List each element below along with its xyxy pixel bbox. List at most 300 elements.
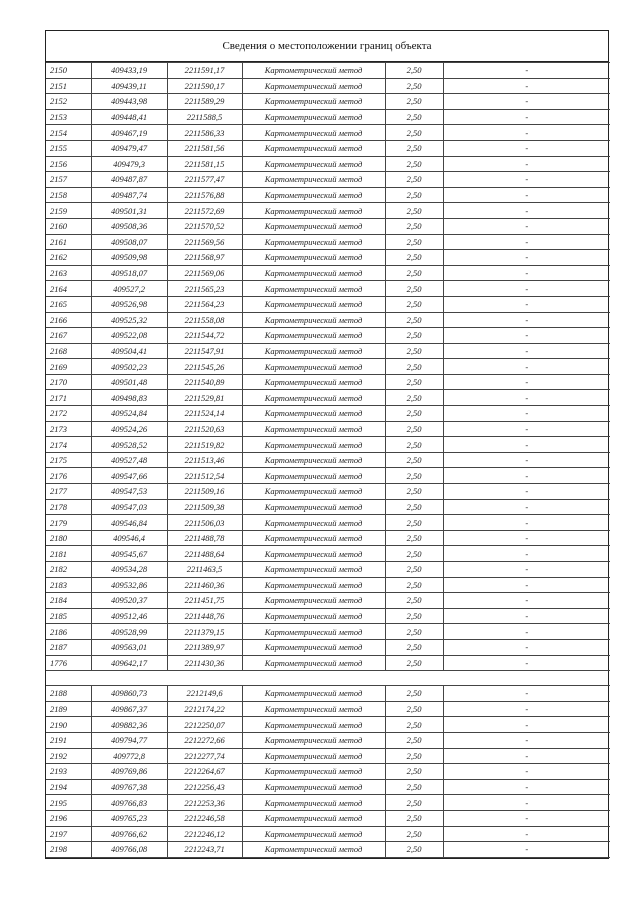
method-cell: Картометрический метод (242, 234, 385, 250)
description-cell: - (443, 156, 610, 172)
method-cell: Картометрический метод (242, 218, 385, 234)
description-cell: - (443, 624, 610, 640)
table-row (46, 484, 610, 500)
table-row (46, 546, 610, 562)
point-number-cell: 2172 (46, 406, 91, 422)
method-cell: Картометрический метод (242, 343, 385, 359)
method-cell: Картометрический метод (242, 686, 385, 702)
y-coordinate-cell: 2212250,07 (167, 717, 242, 733)
table-row (46, 779, 610, 795)
x-coordinate-cell: 409502,23 (91, 359, 167, 375)
x-coordinate-cell: 409546,84 (91, 515, 167, 531)
point-number-cell: 2173 (46, 421, 91, 437)
x-coordinate-cell: 409547,53 (91, 484, 167, 500)
x-coordinate-cell: 409563,01 (91, 639, 167, 655)
description-cell: - (443, 701, 610, 717)
x-coordinate-cell: 409794,77 (91, 732, 167, 748)
x-coordinate-cell: 409509,98 (91, 250, 167, 266)
method-cell: Картометрический метод (242, 593, 385, 609)
x-coordinate-cell: 409527,48 (91, 452, 167, 468)
precision-cell: 2,50 (385, 94, 443, 110)
description-cell: - (443, 655, 610, 671)
method-cell: Картометрический метод (242, 312, 385, 328)
description-cell: - (443, 748, 610, 764)
y-coordinate-cell: 2211589,29 (167, 94, 242, 110)
method-cell: Картометрический метод (242, 421, 385, 437)
precision-cell: 2,50 (385, 530, 443, 546)
description-cell: - (443, 484, 610, 500)
coordinates-table-body (46, 63, 610, 858)
method-cell: Картометрический метод (242, 390, 385, 406)
y-coordinate-cell: 2211577,47 (167, 172, 242, 188)
table-row (46, 437, 610, 453)
description-cell: - (443, 779, 610, 795)
table-row (46, 795, 610, 811)
table-row (46, 63, 610, 79)
table-row (46, 374, 610, 390)
precision-cell: 2,50 (385, 421, 443, 437)
description-cell: - (443, 390, 610, 406)
point-number-cell: 2178 (46, 499, 91, 515)
x-coordinate-cell: 409765,23 (91, 810, 167, 826)
point-number-cell: 2186 (46, 624, 91, 640)
point-number-cell: 2198 (46, 842, 91, 858)
x-coordinate-cell: 409522,08 (91, 328, 167, 344)
x-coordinate-cell: 409479,3 (91, 156, 167, 172)
x-coordinate-cell: 409518,07 (91, 265, 167, 281)
method-cell: Картометрический метод (242, 655, 385, 671)
table-row (46, 810, 610, 826)
x-coordinate-cell: 409479,47 (91, 140, 167, 156)
table-row (46, 265, 610, 281)
y-coordinate-cell: 2211513,46 (167, 452, 242, 468)
method-cell: Картометрический метод (242, 78, 385, 94)
description-cell: - (443, 452, 610, 468)
section-separator-row (46, 671, 610, 686)
method-cell: Картометрический метод (242, 374, 385, 390)
y-coordinate-cell: 2211460,36 (167, 577, 242, 593)
x-coordinate-cell: 409860,73 (91, 686, 167, 702)
precision-cell: 2,50 (385, 250, 443, 266)
point-number-cell: 2179 (46, 515, 91, 531)
precision-cell: 2,50 (385, 468, 443, 484)
point-number-cell: 2174 (46, 437, 91, 453)
y-coordinate-cell: 2211590,17 (167, 78, 242, 94)
y-coordinate-cell: 2212277,74 (167, 748, 242, 764)
method-cell: Картометрический метод (242, 810, 385, 826)
point-number-cell: 2153 (46, 109, 91, 125)
method-cell: Картометрический метод (242, 125, 385, 141)
method-cell: Картометрический метод (242, 562, 385, 578)
method-cell: Картометрический метод (242, 748, 385, 764)
y-coordinate-cell: 2212264,67 (167, 764, 242, 780)
table-row (46, 842, 610, 858)
description-cell: - (443, 437, 610, 453)
point-number-cell: 2175 (46, 452, 91, 468)
precision-cell: 2,50 (385, 748, 443, 764)
table-row (46, 748, 610, 764)
description-cell: - (443, 94, 610, 110)
y-coordinate-cell: 2211389,97 (167, 639, 242, 655)
point-number-cell: 2161 (46, 234, 91, 250)
point-number-cell: 1776 (46, 655, 91, 671)
y-coordinate-cell: 2211570,52 (167, 218, 242, 234)
table-row (46, 218, 610, 234)
method-cell: Картометрический метод (242, 437, 385, 453)
method-cell: Картометрический метод (242, 826, 385, 842)
x-coordinate-cell: 409487,87 (91, 172, 167, 188)
point-number-cell: 2171 (46, 390, 91, 406)
method-cell: Картометрический метод (242, 250, 385, 266)
precision-cell: 2,50 (385, 562, 443, 578)
description-cell: - (443, 218, 610, 234)
table-row (46, 250, 610, 266)
description-cell: - (443, 842, 610, 858)
section-separator-cell (46, 671, 610, 686)
method-cell: Картометрический метод (242, 406, 385, 422)
table-row (46, 187, 610, 203)
x-coordinate-cell: 409526,98 (91, 296, 167, 312)
description-cell: - (443, 406, 610, 422)
y-coordinate-cell: 2212272,66 (167, 732, 242, 748)
description-cell: - (443, 374, 610, 390)
description-cell: - (443, 593, 610, 609)
point-number-cell: 2152 (46, 94, 91, 110)
precision-cell: 2,50 (385, 406, 443, 422)
y-coordinate-cell: 2211488,64 (167, 546, 242, 562)
table-row (46, 359, 610, 375)
description-cell: - (443, 717, 610, 733)
y-coordinate-cell: 2211576,88 (167, 187, 242, 203)
x-coordinate-cell: 409532,86 (91, 577, 167, 593)
table-row (46, 468, 610, 484)
y-coordinate-cell: 2211588,5 (167, 109, 242, 125)
table-row (46, 717, 610, 733)
point-number-cell: 2181 (46, 546, 91, 562)
x-coordinate-cell: 409545,67 (91, 546, 167, 562)
method-cell: Картометрический метод (242, 608, 385, 624)
description-cell: - (443, 530, 610, 546)
point-number-cell: 2189 (46, 701, 91, 717)
description-cell: - (443, 140, 610, 156)
precision-cell: 2,50 (385, 281, 443, 297)
y-coordinate-cell: 2211524,14 (167, 406, 242, 422)
point-number-cell: 2167 (46, 328, 91, 344)
description-cell: - (443, 63, 610, 79)
x-coordinate-cell: 409439,11 (91, 78, 167, 94)
precision-cell: 2,50 (385, 577, 443, 593)
x-coordinate-cell: 409642,17 (91, 655, 167, 671)
precision-cell: 2,50 (385, 764, 443, 780)
y-coordinate-cell: 2211519,82 (167, 437, 242, 453)
description-cell: - (443, 172, 610, 188)
method-cell: Картометрический метод (242, 701, 385, 717)
precision-cell: 2,50 (385, 125, 443, 141)
method-cell: Картометрический метод (242, 63, 385, 79)
precision-cell: 2,50 (385, 842, 443, 858)
method-cell: Картометрический метод (242, 172, 385, 188)
x-coordinate-cell: 409867,37 (91, 701, 167, 717)
table-row (46, 826, 610, 842)
point-number-cell: 2197 (46, 826, 91, 842)
point-number-cell: 2187 (46, 639, 91, 655)
table-row (46, 94, 610, 110)
precision-cell: 2,50 (385, 172, 443, 188)
x-coordinate-cell: 409546,4 (91, 530, 167, 546)
x-coordinate-cell: 409487,74 (91, 187, 167, 203)
description-cell: - (443, 187, 610, 203)
method-cell: Картометрический метод (242, 328, 385, 344)
x-coordinate-cell: 409527,2 (91, 281, 167, 297)
description-cell: - (443, 234, 610, 250)
x-coordinate-cell: 409766,83 (91, 795, 167, 811)
y-coordinate-cell: 2211430,36 (167, 655, 242, 671)
x-coordinate-cell: 409547,66 (91, 468, 167, 484)
method-cell: Картометрический метод (242, 187, 385, 203)
precision-cell: 2,50 (385, 203, 443, 219)
x-coordinate-cell: 409534,28 (91, 562, 167, 578)
method-cell: Картометрический метод (242, 779, 385, 795)
precision-cell: 2,50 (385, 795, 443, 811)
method-cell: Картометрический метод (242, 156, 385, 172)
precision-cell: 2,50 (385, 484, 443, 500)
method-cell: Картометрический метод (242, 546, 385, 562)
point-number-cell: 2154 (46, 125, 91, 141)
coordinates-table (46, 62, 610, 858)
table-row (46, 156, 610, 172)
boundary-table-frame (45, 30, 609, 859)
precision-cell: 2,50 (385, 78, 443, 94)
description-cell: - (443, 764, 610, 780)
point-number-cell: 2169 (46, 359, 91, 375)
y-coordinate-cell: 2211545,26 (167, 359, 242, 375)
x-coordinate-cell: 409767,38 (91, 779, 167, 795)
method-cell: Картометрический метод (242, 515, 385, 531)
point-number-cell: 2182 (46, 562, 91, 578)
description-cell: - (443, 203, 610, 219)
y-coordinate-cell: 2211512,54 (167, 468, 242, 484)
point-number-cell: 2155 (46, 140, 91, 156)
description-cell: - (443, 499, 610, 515)
description-cell: - (443, 281, 610, 297)
point-number-cell: 2151 (46, 78, 91, 94)
precision-cell: 2,50 (385, 265, 443, 281)
precision-cell: 2,50 (385, 63, 443, 79)
precision-cell: 2,50 (385, 452, 443, 468)
y-coordinate-cell: 2211572,69 (167, 203, 242, 219)
x-coordinate-cell: 409504,41 (91, 343, 167, 359)
y-coordinate-cell: 2211564,23 (167, 296, 242, 312)
description-cell: - (443, 250, 610, 266)
x-coordinate-cell: 409501,31 (91, 203, 167, 219)
table-row (46, 577, 610, 593)
y-coordinate-cell: 2211463,5 (167, 562, 242, 578)
y-coordinate-cell: 2211581,56 (167, 140, 242, 156)
table-row (46, 234, 610, 250)
precision-cell: 2,50 (385, 296, 443, 312)
y-coordinate-cell: 2211520,63 (167, 421, 242, 437)
y-coordinate-cell: 2211544,72 (167, 328, 242, 344)
method-cell: Картометрический метод (242, 140, 385, 156)
table-row (46, 421, 610, 437)
precision-cell: 2,50 (385, 328, 443, 344)
y-coordinate-cell: 2211451,75 (167, 593, 242, 609)
x-coordinate-cell: 409448,41 (91, 109, 167, 125)
point-number-cell: 2165 (46, 296, 91, 312)
precision-cell: 2,50 (385, 156, 443, 172)
y-coordinate-cell: 2211379,15 (167, 624, 242, 640)
precision-cell: 2,50 (385, 732, 443, 748)
y-coordinate-cell: 2212149,6 (167, 686, 242, 702)
method-cell: Картометрический метод (242, 468, 385, 484)
point-number-cell: 2196 (46, 810, 91, 826)
precision-cell: 2,50 (385, 546, 443, 562)
precision-cell: 2,50 (385, 779, 443, 795)
table-row (46, 296, 610, 312)
precision-cell: 2,50 (385, 593, 443, 609)
point-number-cell: 2194 (46, 779, 91, 795)
x-coordinate-cell: 409528,52 (91, 437, 167, 453)
point-number-cell: 2166 (46, 312, 91, 328)
y-coordinate-cell: 2211540,89 (167, 374, 242, 390)
method-cell: Картометрический метод (242, 795, 385, 811)
y-coordinate-cell: 2212174,22 (167, 701, 242, 717)
method-cell: Картометрический метод (242, 109, 385, 125)
precision-cell: 2,50 (385, 437, 443, 453)
y-coordinate-cell: 2211591,17 (167, 63, 242, 79)
table-row (46, 203, 610, 219)
table-row (46, 530, 610, 546)
precision-cell: 2,50 (385, 499, 443, 515)
table-row (46, 624, 610, 640)
method-cell: Картометрический метод (242, 265, 385, 281)
point-number-cell: 2168 (46, 343, 91, 359)
method-cell: Картометрический метод (242, 203, 385, 219)
description-cell: - (443, 562, 610, 578)
precision-cell: 2,50 (385, 374, 443, 390)
x-coordinate-cell: 409508,36 (91, 218, 167, 234)
precision-cell: 2,50 (385, 810, 443, 826)
point-number-cell: 2190 (46, 717, 91, 733)
precision-cell: 2,50 (385, 655, 443, 671)
x-coordinate-cell: 409433,19 (91, 63, 167, 79)
precision-cell: 2,50 (385, 359, 443, 375)
point-number-cell: 2156 (46, 156, 91, 172)
description-cell: - (443, 78, 610, 94)
y-coordinate-cell: 2211569,56 (167, 234, 242, 250)
table-row (46, 593, 610, 609)
table-row (46, 686, 610, 702)
point-number-cell: 2177 (46, 484, 91, 500)
description-cell: - (443, 296, 610, 312)
point-number-cell: 2162 (46, 250, 91, 266)
point-number-cell: 2193 (46, 764, 91, 780)
x-coordinate-cell: 409769,86 (91, 764, 167, 780)
table-row (46, 312, 610, 328)
table-row (46, 172, 610, 188)
method-cell: Картометрический метод (242, 296, 385, 312)
precision-cell: 2,50 (385, 140, 443, 156)
y-coordinate-cell: 2212256,43 (167, 779, 242, 795)
table-title: Сведения о местоположении границ объекта (46, 31, 608, 62)
table-row (46, 655, 610, 671)
table-row (46, 701, 610, 717)
point-number-cell: 2164 (46, 281, 91, 297)
y-coordinate-cell: 2211448,76 (167, 608, 242, 624)
table-row (46, 78, 610, 94)
description-cell: - (443, 312, 610, 328)
description-cell: - (443, 732, 610, 748)
point-number-cell: 2183 (46, 577, 91, 593)
point-number-cell: 2158 (46, 187, 91, 203)
method-cell: Картометрический метод (242, 717, 385, 733)
method-cell: Картометрический метод (242, 732, 385, 748)
precision-cell: 2,50 (385, 187, 443, 203)
x-coordinate-cell: 409766,08 (91, 842, 167, 858)
description-cell: - (443, 826, 610, 842)
precision-cell: 2,50 (385, 343, 443, 359)
table-row (46, 562, 610, 578)
y-coordinate-cell: 2211568,97 (167, 250, 242, 266)
precision-cell: 2,50 (385, 686, 443, 702)
x-coordinate-cell: 409467,19 (91, 125, 167, 141)
x-coordinate-cell: 409524,26 (91, 421, 167, 437)
table-row (46, 109, 610, 125)
point-number-cell: 2192 (46, 748, 91, 764)
x-coordinate-cell: 409772,8 (91, 748, 167, 764)
x-coordinate-cell: 409508,07 (91, 234, 167, 250)
precision-cell: 2,50 (385, 717, 443, 733)
table-row (46, 515, 610, 531)
description-cell: - (443, 328, 610, 344)
x-coordinate-cell: 409501,48 (91, 374, 167, 390)
method-cell: Картометрический метод (242, 639, 385, 655)
point-number-cell: 2170 (46, 374, 91, 390)
x-coordinate-cell: 409525,32 (91, 312, 167, 328)
method-cell: Картометрический метод (242, 577, 385, 593)
point-number-cell: 2184 (46, 593, 91, 609)
y-coordinate-cell: 2211547,91 (167, 343, 242, 359)
description-cell: - (443, 608, 610, 624)
table-row (46, 452, 610, 468)
y-coordinate-cell: 2211581,15 (167, 156, 242, 172)
x-coordinate-cell: 409766,62 (91, 826, 167, 842)
table-row (46, 732, 610, 748)
y-coordinate-cell: 2211586,33 (167, 125, 242, 141)
description-cell: - (443, 421, 610, 437)
x-coordinate-cell: 409524,84 (91, 406, 167, 422)
description-cell: - (443, 265, 610, 281)
x-coordinate-cell: 409520,37 (91, 593, 167, 609)
y-coordinate-cell: 2211529,81 (167, 390, 242, 406)
precision-cell: 2,50 (385, 624, 443, 640)
point-number-cell: 2150 (46, 63, 91, 79)
y-coordinate-cell: 2211488,78 (167, 530, 242, 546)
description-cell: - (443, 359, 610, 375)
precision-cell: 2,50 (385, 218, 443, 234)
table-row (46, 343, 610, 359)
y-coordinate-cell: 2211565,23 (167, 281, 242, 297)
method-cell: Картометрический метод (242, 452, 385, 468)
y-coordinate-cell: 2212243,71 (167, 842, 242, 858)
y-coordinate-cell: 2211569,06 (167, 265, 242, 281)
description-cell: - (443, 546, 610, 562)
x-coordinate-cell: 409512,46 (91, 608, 167, 624)
method-cell: Картометрический метод (242, 94, 385, 110)
description-cell: - (443, 795, 610, 811)
x-coordinate-cell: 409498,83 (91, 390, 167, 406)
table-row (46, 608, 610, 624)
